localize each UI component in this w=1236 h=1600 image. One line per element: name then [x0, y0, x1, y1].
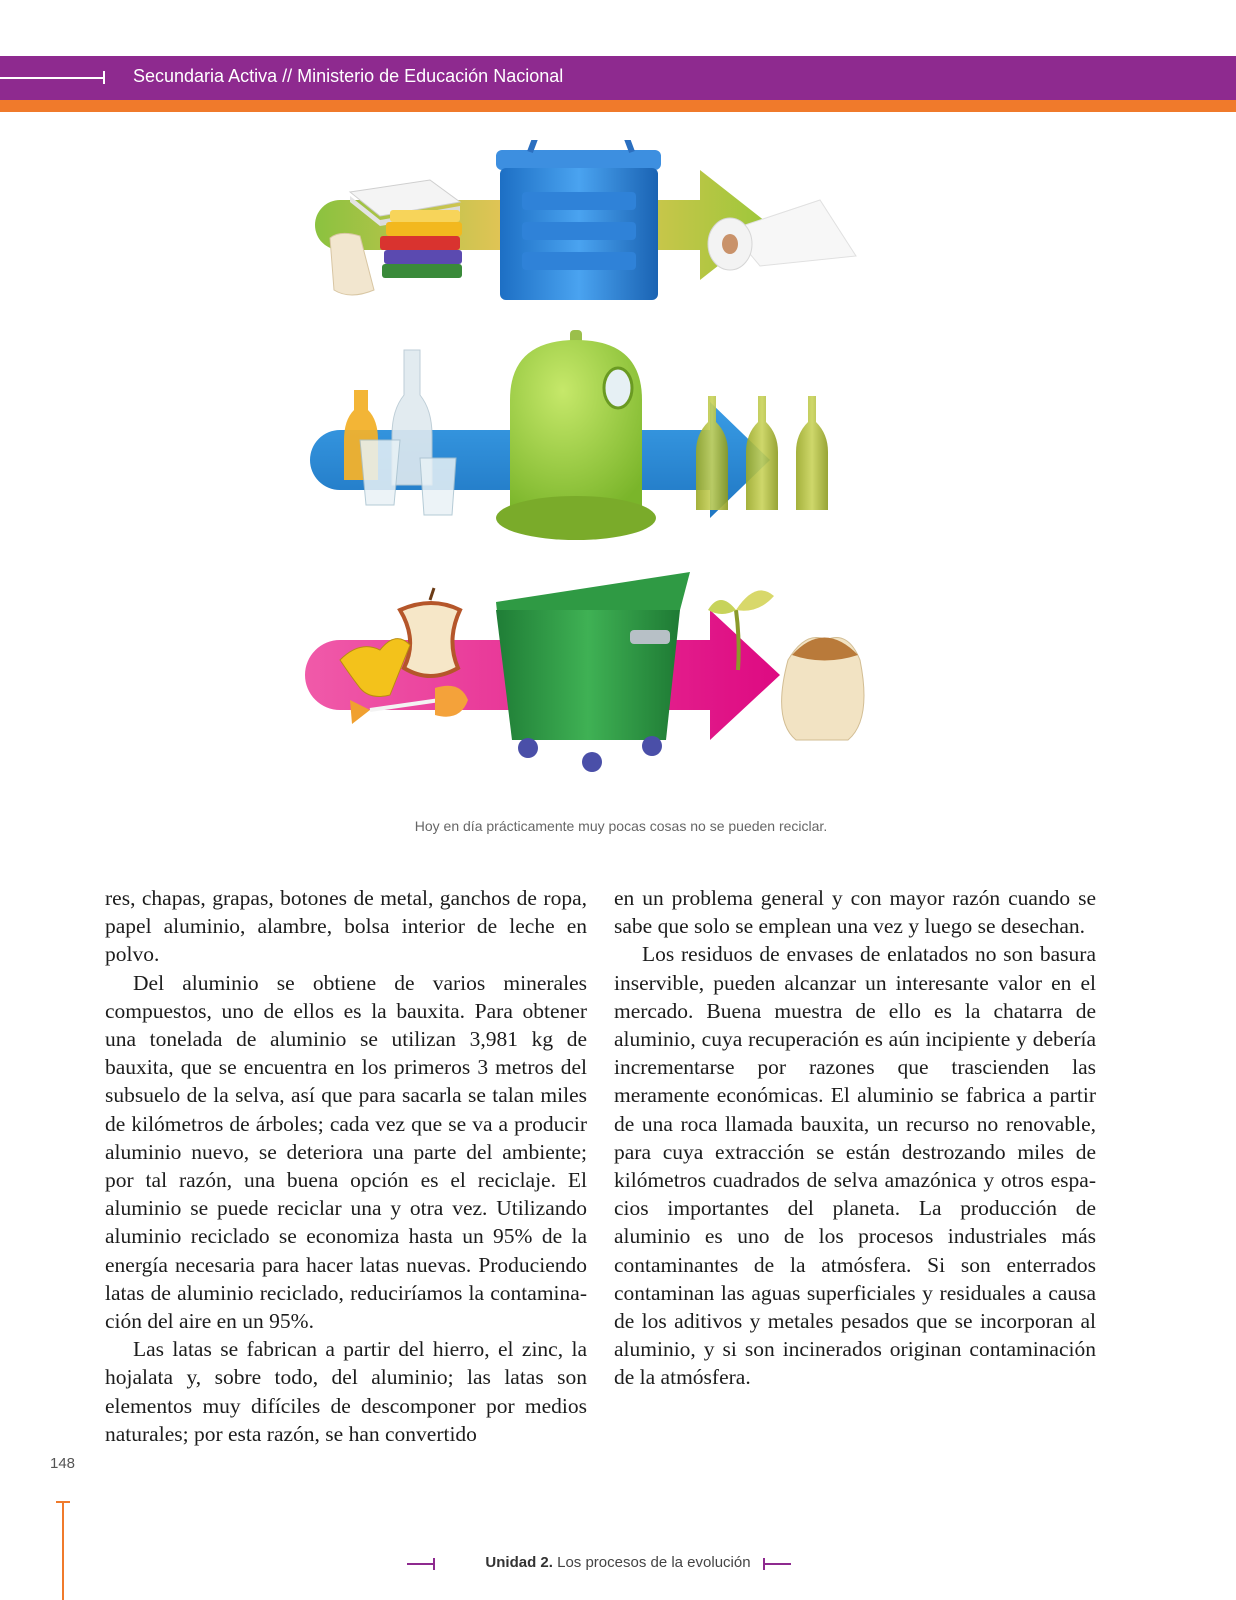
figure-caption: Hoy en día prácticamente muy pocas cosas no se pueden reciclar. — [414, 818, 828, 834]
green-bottles-icon — [696, 396, 828, 510]
body-column-right — [614, 884, 1096, 1392]
footer — [0, 1554, 1236, 1571]
header-accent-stripe — [0, 100, 1236, 112]
glass-igloo-icon — [496, 330, 656, 540]
recycling-illustration — [300, 140, 900, 800]
footer-title: Los procesos de la evolución — [552, 1554, 751, 1571]
body-paragraph: res, chapas, grapas, botones de metal, ganchos de ropa, papel aluminio, alambre, bolsa interior de leche en polvo. — [105, 886, 587, 967]
footer-mark-right — [763, 1563, 791, 1565]
sack-icon — [782, 638, 864, 741]
margin-rule — [62, 1502, 64, 1600]
organic-recycling-row — [305, 572, 864, 772]
green-dumpster-icon — [496, 572, 690, 772]
header-title: Secundaria Activa // Ministerio de Educación Nacional — [133, 66, 564, 86]
page-number: 148 — [50, 1455, 76, 1472]
apple-core-icon — [400, 588, 460, 676]
body-paragraph: Las latas se fabrican a partir del hierro, el zinc, la hojalata y, sobre todo, del aluminio; las latas son elementos muy difíciles de descomponer por medios naturales; por esta razón, se han convertido — [105, 1337, 587, 1446]
body-paragraph: en un problema general y con mayor razón cuando se sabe que solo se emplean una vez y luego se desechan. — [614, 886, 1096, 939]
body-paragraph: Los residuos de envases de enlatados no son basura inservible, pueden alcanzar un interesante valor en el mercado. Buena muestra de ello es la chatarra de aluminio, cuya recuperación es aún incipiente y debería incrementarse por razones que trascienden las meramente económicas. El aluminio se fabrica a partir de una roca llamada bauxita, un recurso no renovable, para cuya extracción se están destrozando miles de kilómetros cuadrados de selva amazónica y otros espacios importantes del planeta. La producción de aluminio es uno de los procesos industriales más contaminantes de la atmósfera. Si son enterrados contaminan las aguas superficiales y residuales a causa de los aditivos y metales pesados que se incorporan al aluminio, y si son incinerados originan contaminación de la atmósfera. — [614, 942, 1096, 1390]
footer-unit: Unidad 2. — [485, 1554, 553, 1571]
body-column-left — [105, 884, 587, 1448]
blue-bin-icon — [496, 140, 661, 300]
body-paragraph: Del aluminio se obtiene de varios minerales compuestos, uno de ellos es la bauxita. Para obtener una tonelada de aluminio se utilizan 3,981 kg de bauxita, que se encuentra en los primeros 3 metros del subsuelo de la selva, así que para sacarla se talan miles de kilómetros de árboles; cada vez que se va a producir aluminio nuevo, se deteriora una parte del ambiente; por tal razón, una buena opción es el reciclaje. El aluminio se puede reciclar una y otra vez. Utilizando aluminio reciclado se economiza hasta un 95% de la energía necesaria para hacer latas nuevas. Produciendo latas de aluminio reciclado, reduciríamos la contaminación del aire en un 95%. — [105, 970, 587, 1334]
glass-recycling-row — [310, 330, 828, 540]
header-rule — [0, 77, 104, 79]
books-icon — [380, 210, 462, 278]
header-rule-tick — [103, 71, 105, 84]
paper-recycling-row — [315, 140, 856, 300]
